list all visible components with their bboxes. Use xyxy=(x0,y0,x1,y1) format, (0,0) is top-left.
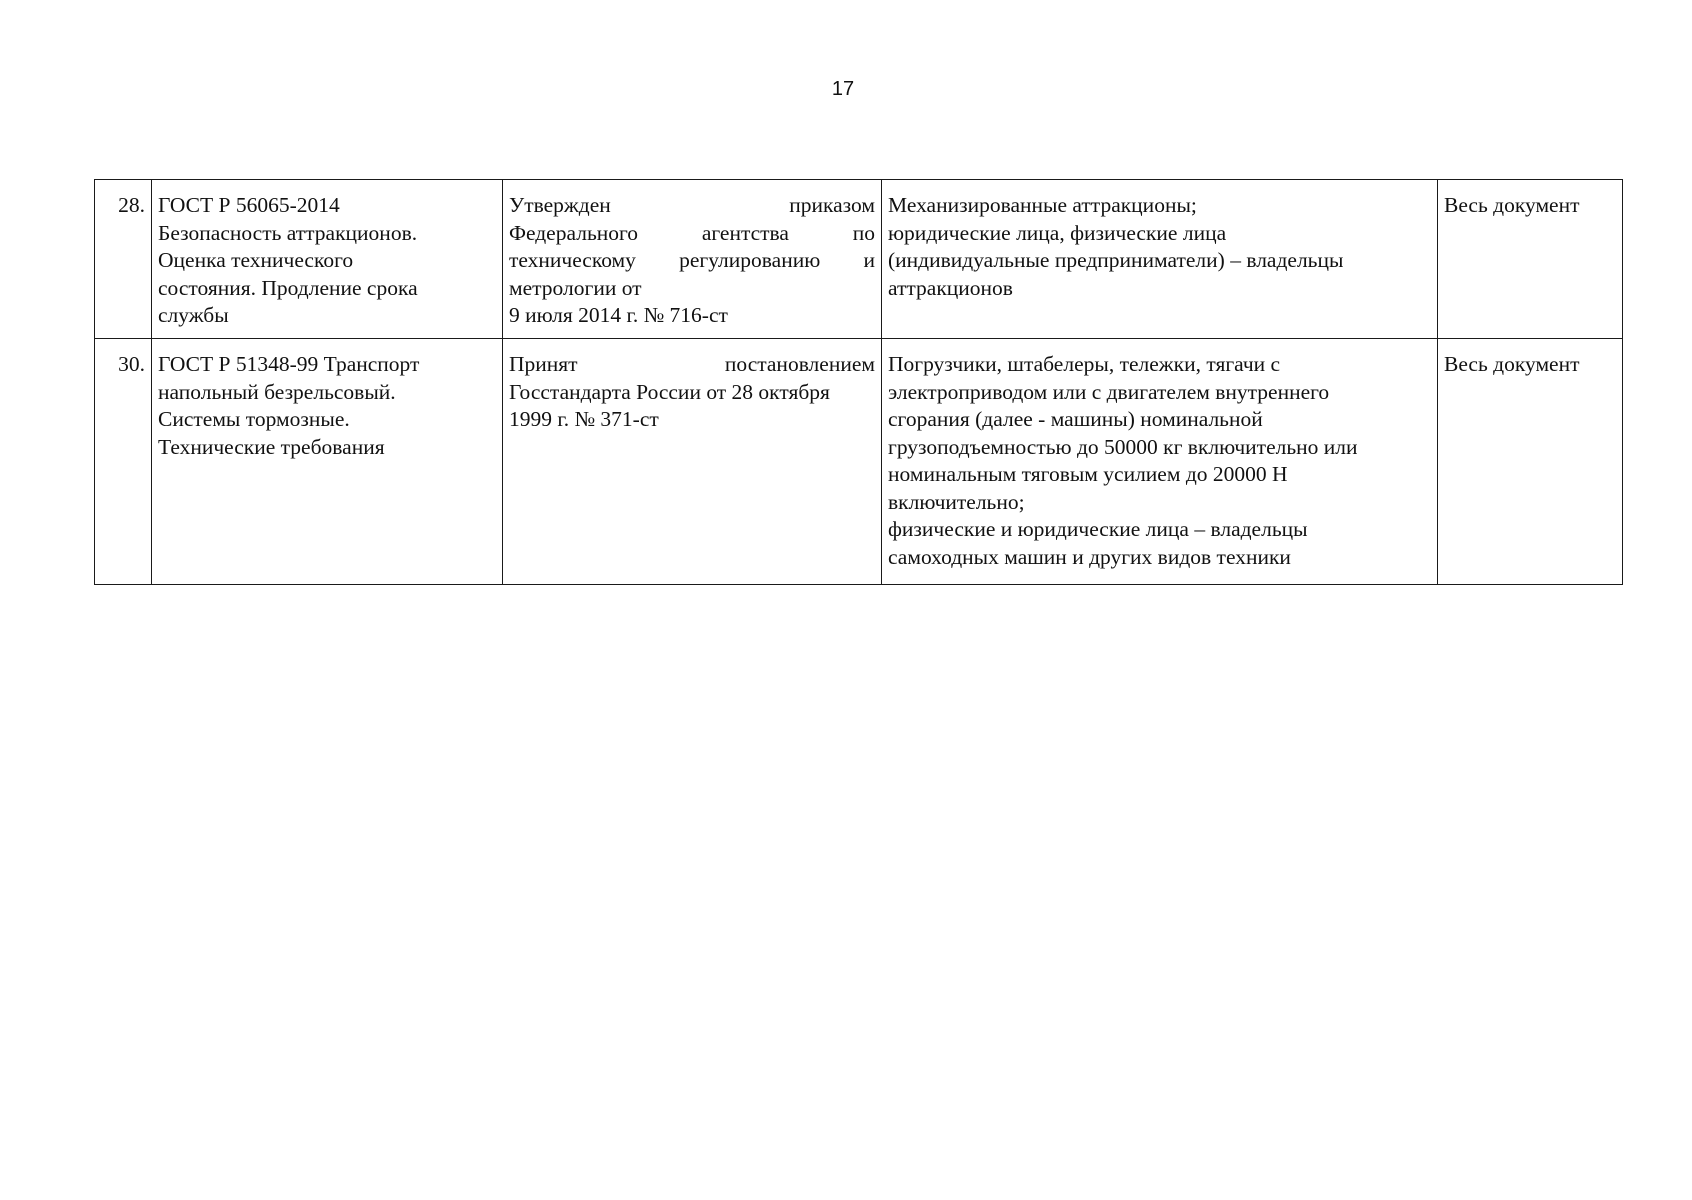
standard-line: Оценка технического xyxy=(158,248,354,272)
scope-cell xyxy=(882,339,1438,585)
scope-line: юридические лица, физические лица xyxy=(888,220,1227,245)
scope-line: аттракционов xyxy=(888,275,1013,300)
scope-line: самоходных машин и других видов техники xyxy=(888,544,1291,569)
scope-line: (индивидуальные предприниматели) – владельцы xyxy=(888,248,1344,272)
row-number: 28. xyxy=(95,180,152,339)
scope-line: сгорания (далее - машины) номинальной xyxy=(888,407,1263,431)
standard-line: службы xyxy=(158,303,229,327)
standard-cell xyxy=(152,339,503,585)
scope-line: физические и юридические лица – владельцы xyxy=(888,517,1308,541)
approval-cell xyxy=(503,180,882,339)
scope-line: Механизированные аттракционы; xyxy=(888,193,1197,217)
scope-line: номинальным тяговым усилием до 20000 Н xyxy=(888,462,1288,486)
scope-line: Погрузчики, штабелеры, тележки, тягачи с xyxy=(888,352,1281,376)
approval-line: 1999 г. № 371-ст xyxy=(509,407,659,431)
approval-line: Утвержден приказом xyxy=(509,193,875,217)
scope-line: включительно; xyxy=(888,489,1025,514)
approval-cell xyxy=(503,339,882,585)
approval-line: Федерального агентства по xyxy=(509,220,875,245)
approval-line: техническому регулированию и xyxy=(509,248,875,272)
page-number: 17 xyxy=(831,78,855,100)
scope-cell xyxy=(882,180,1438,339)
standard-cell xyxy=(152,180,503,339)
standard-line: напольный безрельсовый. xyxy=(158,379,396,404)
approval-line: 9 июля 2014 г. № 716-ст xyxy=(509,303,728,327)
standards-table xyxy=(94,179,1623,585)
approval-line: Госстандарта России от 28 октября xyxy=(509,379,830,404)
standard-line: ГОСТ Р 51348-99 Транспорт xyxy=(158,352,420,376)
approval-line: метрологии от xyxy=(509,275,642,300)
table-row xyxy=(95,180,1623,339)
standard-line: ГОСТ Р 56065-2014 xyxy=(158,193,340,217)
applicability-cell: Весь документ xyxy=(1438,180,1623,339)
row-number: 30. xyxy=(95,339,152,585)
standard-line: Технические требования xyxy=(158,434,385,459)
approval-line: Принят постановлением xyxy=(509,352,875,376)
standard-line: Системы тормозные. xyxy=(158,407,350,431)
scope-line: электроприводом или с двигателем внутреннего xyxy=(888,379,1330,404)
applicability-cell: Весь документ xyxy=(1438,339,1623,585)
standard-line: состояния. Продление срока xyxy=(158,275,418,300)
table-row xyxy=(95,339,1623,585)
standard-line: Безопасность аттракционов. xyxy=(158,220,418,245)
scope-line: грузоподъемностью до 50000 кг включительно или xyxy=(888,434,1358,459)
